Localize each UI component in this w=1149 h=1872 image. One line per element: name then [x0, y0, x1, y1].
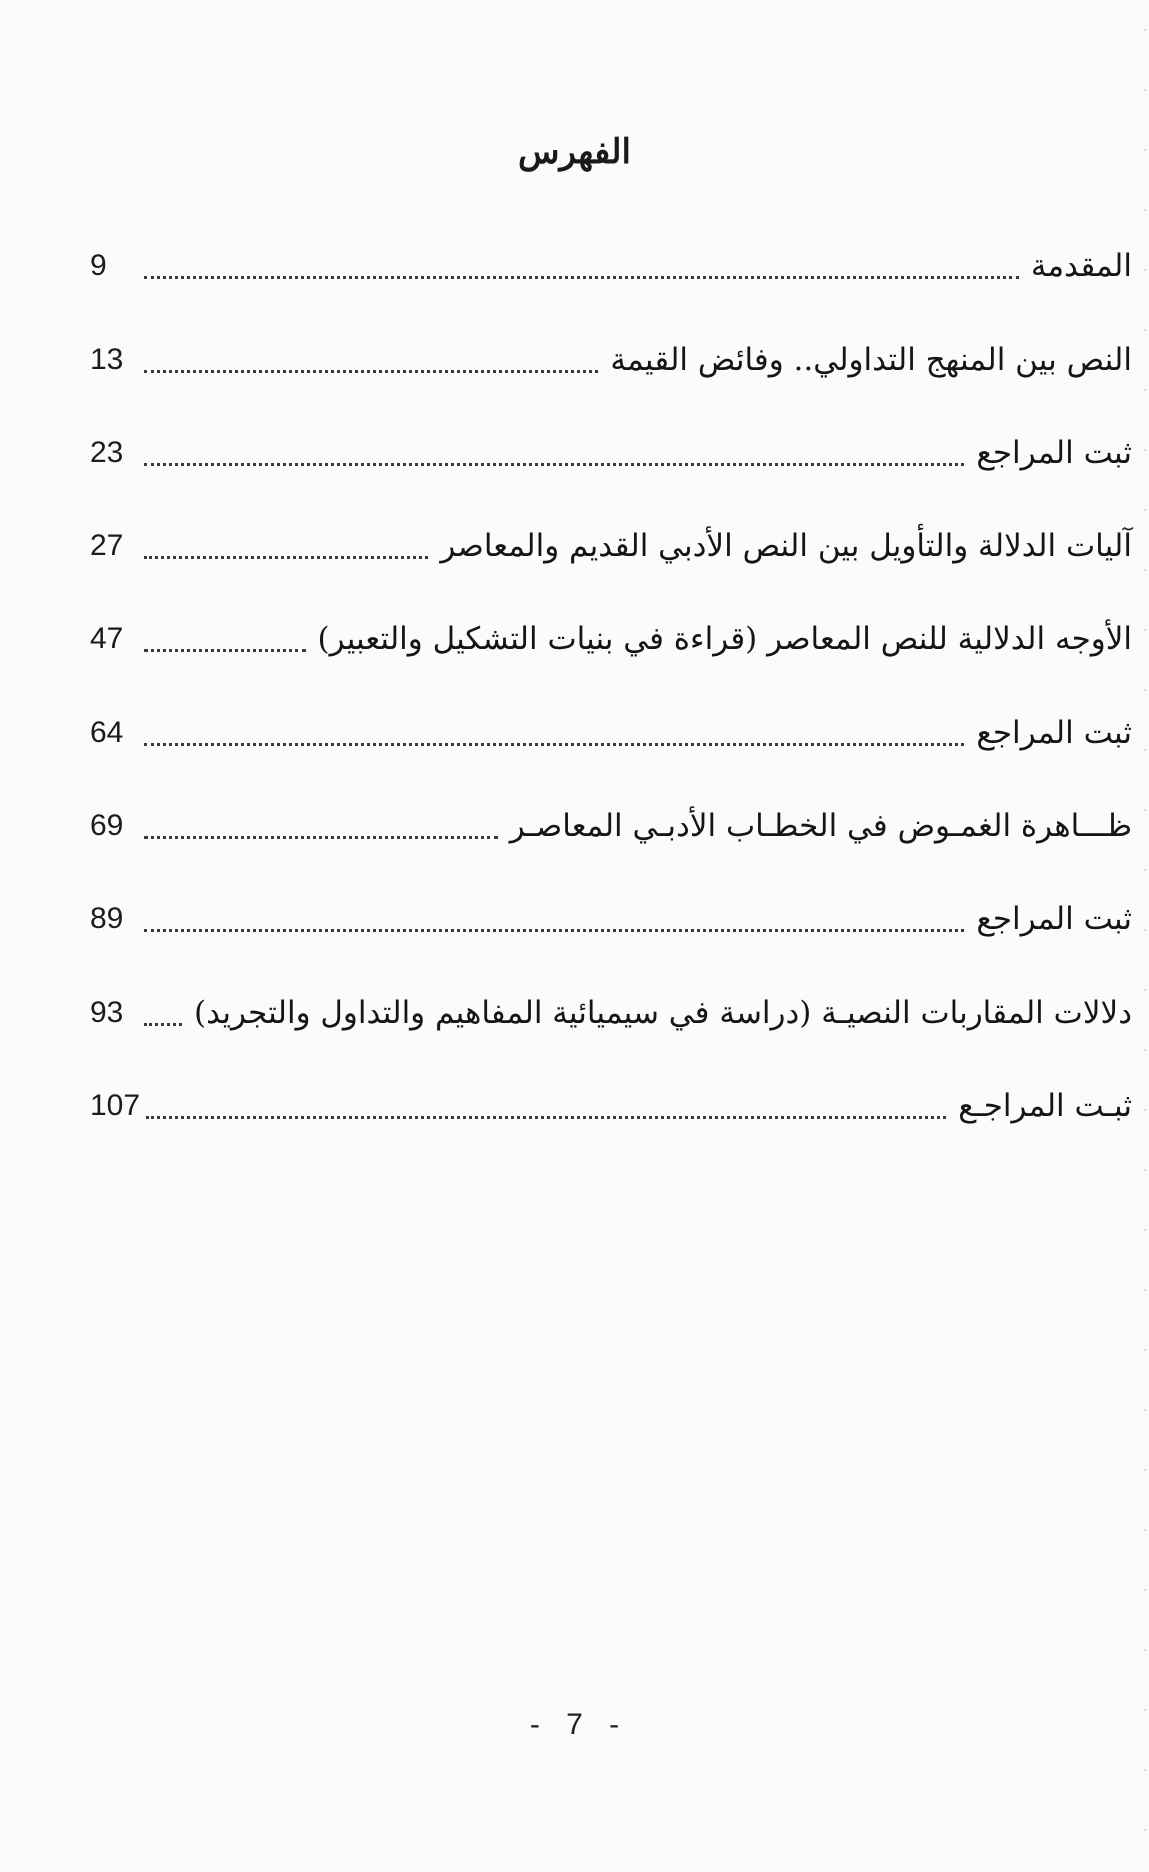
dot-leader [144, 463, 964, 466]
toc-entry-title: ظـــاهرة الغمـوض في الخطـاب الأدبـي المعاصـر [509, 808, 1132, 845]
toc-entry [90, 1036, 1132, 1129]
toc-entry [90, 196, 1132, 289]
toc-entry-page: 93 [90, 995, 124, 1029]
toc-entry-title: دلالات المقاربات النصيـة (دراسة في سيميائية المفاهيم والتداول والتجريد) [194, 994, 1132, 1031]
dot-leader [144, 370, 598, 373]
toc-entry [90, 476, 1132, 569]
toc-entry-title: ثبت المراجع [976, 714, 1132, 751]
toc-entry [90, 289, 1132, 382]
toc-entry-title: ثبـت المراجـع [958, 1087, 1132, 1124]
page-title: الفهرس [518, 132, 631, 172]
toc-entry-title: ثبت المراجع [976, 901, 1132, 938]
toc-entry-page: 107 [90, 1088, 141, 1122]
page-number-footer: - 7 - [529, 1708, 620, 1741]
toc-entry-page: 69 [90, 809, 124, 843]
toc-entry-page: 89 [90, 902, 124, 936]
toc-entry-title: آليات الدلالة والتأويل بين النص الأدبي القديم والمعاصر [440, 528, 1132, 565]
dot-leader [144, 649, 306, 652]
toc-entry [90, 662, 1132, 755]
dot-leader [144, 556, 428, 559]
dot-leader [144, 929, 964, 932]
toc-entry-page: 64 [90, 715, 124, 749]
toc-entry-page: 13 [90, 342, 124, 376]
toc-entry-page: 23 [90, 435, 124, 469]
toc-entry [90, 383, 1132, 476]
toc-entry-title: المقدمة [1030, 248, 1132, 285]
toc-entry [90, 569, 1132, 662]
toc-entry-page: 9 [90, 249, 107, 283]
dot-leader [144, 743, 964, 746]
table-of-contents [90, 196, 1132, 1129]
dot-leader [144, 836, 498, 839]
toc-entry [90, 756, 1132, 849]
toc-entry-title: الأوجه الدلالية للنص المعاصر (قراءة في بنيات التشكيل والتعبير) [317, 621, 1132, 658]
toc-entry [90, 849, 1132, 942]
dot-leader [144, 276, 1019, 279]
toc-entry [90, 942, 1132, 1035]
page-edge-decoration [1144, 0, 1146, 1872]
toc-entry-title: ثبت المراجع [976, 434, 1132, 471]
dot-leader [146, 1116, 946, 1119]
toc-entry-page: 27 [90, 529, 124, 563]
toc-entry-page: 47 [90, 622, 124, 656]
dot-leader [144, 1023, 182, 1026]
toc-entry-title: النص بين المنهج التداولي.. وفائض القيمة [610, 341, 1132, 378]
